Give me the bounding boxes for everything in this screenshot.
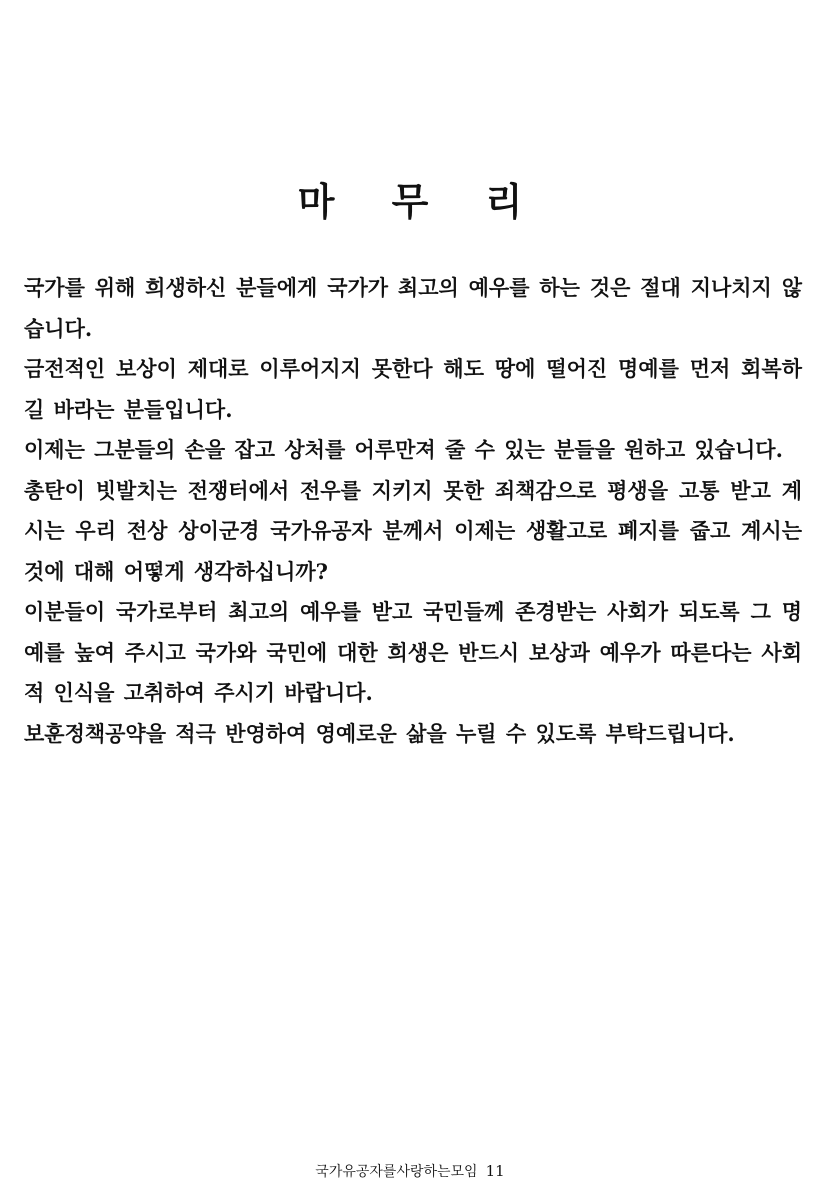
paragraph: 총탄이 빗발치는 전쟁터에서 전우를 지키지 못한 죄책감으로 평생을 고통 받고 계시는 우리 전상 상이군경 국가유공자 분께서 이제는 생활고로 폐지를 줍고 계시는 것에 대해 어떻게 생각하십니까? bbox=[24, 477, 802, 584]
paragraph: 이제는 그분들의 손을 잡고 상처를 어루만져 줄 수 있는 분들을 원하고 있습니다. bbox=[24, 437, 783, 462]
page-title: 마 무 리 bbox=[297, 179, 545, 224]
paragraph: 금전적인 보상이 제대로 이루어지지 못한다 해도 땅에 떨어진 명예를 먼저 회복하길 바라는 분들입니다. bbox=[24, 356, 802, 422]
paragraph: 이분들이 국가로부터 최고의 예우를 받고 국민들께 존경받는 사회가 되도록 그 명예를 높여 주시고 국가와 국민에 대한 희생은 반드시 보상과 예우가 따른다는 사회적 인식을 고취하여 주시기 바랍니다. bbox=[24, 599, 802, 705]
paragraph: 국가를 위해 희생하신 분들에게 국가가 최고의 예우를 하는 것은 절대 지나치지 않습니다. bbox=[24, 275, 802, 341]
footer-organization: 국가유공자를사랑하는모임 bbox=[315, 1164, 478, 1180]
paragraph: 보훈정책공약을 적극 반영하여 영예로운 삶을 누릴 수 있도록 부탁드립니다. bbox=[24, 720, 735, 746]
body-text bbox=[24, 268, 802, 754]
page-number: 11 bbox=[485, 1162, 505, 1180]
page-footer bbox=[0, 1160, 820, 1183]
